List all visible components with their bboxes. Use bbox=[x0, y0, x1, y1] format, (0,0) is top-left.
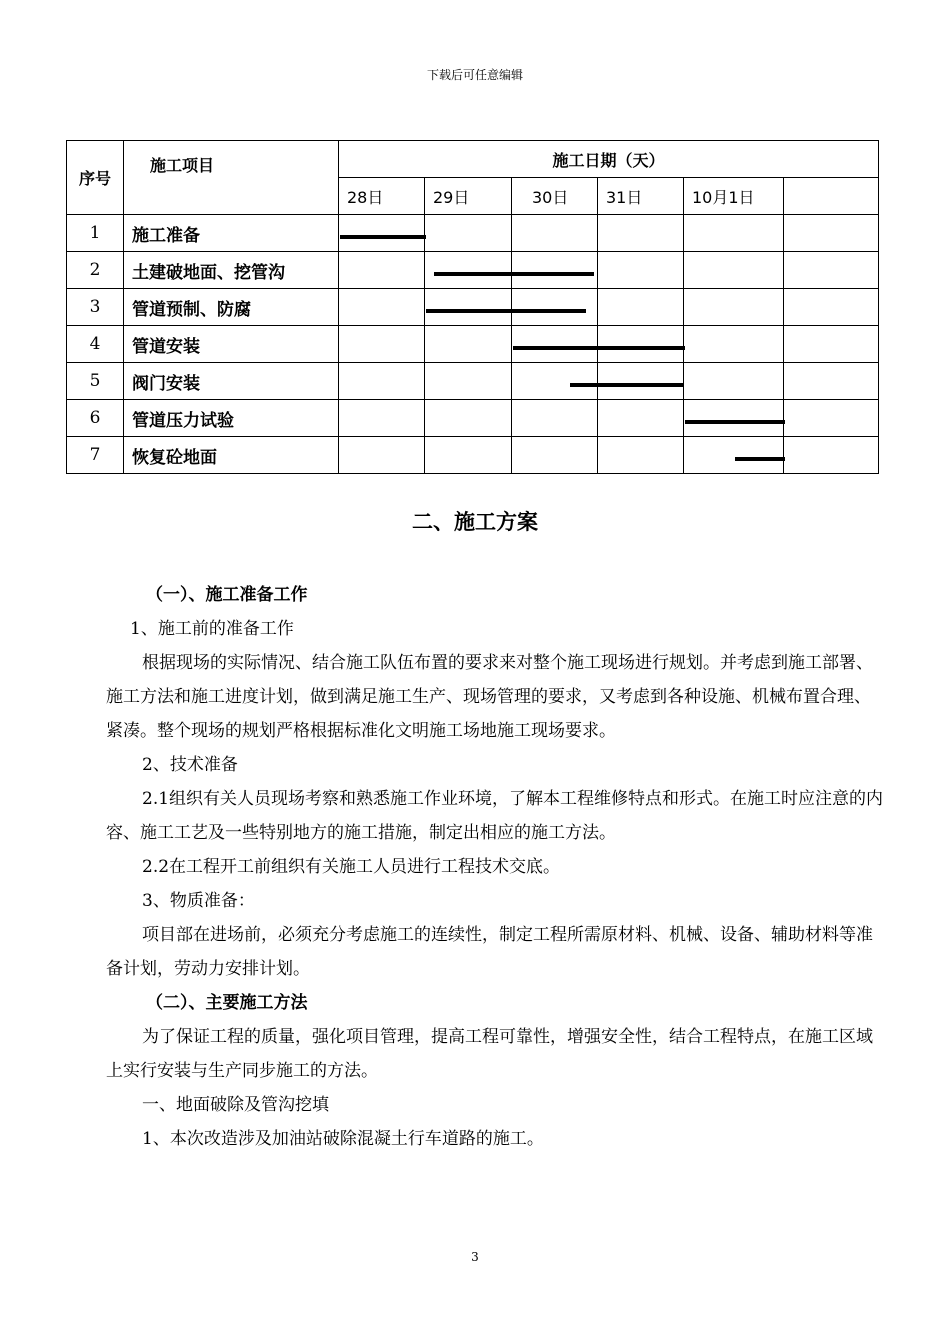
row-number: 6 bbox=[67, 400, 124, 437]
page-number: 3 bbox=[471, 1250, 479, 1264]
row-task: 施工准备 bbox=[124, 215, 339, 252]
day-header: 30日 bbox=[512, 178, 598, 215]
table-row bbox=[67, 400, 879, 437]
header-date: 施工日期（天） bbox=[339, 141, 879, 178]
row-task: 恢复砼地面 bbox=[124, 437, 339, 474]
row-task: 管道压力试验 bbox=[124, 400, 339, 437]
header-note: 下载后可任意编辑 bbox=[426, 68, 523, 82]
day-header: 28日 bbox=[339, 178, 425, 215]
row-number: 7 bbox=[67, 437, 124, 474]
paragraph: 根据现场的实际情况、结合施工队伍布置的要求来对整个施工现场进行规划。并考虑到施工部署、施工方法和施工进度计划，做到满足施工生产、现场管理的要求，又考虑到各种设施、机械布置合理、紧凑。整个现场的规划严格根据标准化文明施工场地施工现场要求。 bbox=[106, 653, 873, 741]
row-number: 1 bbox=[67, 215, 124, 252]
subheading: 2、技术准备 bbox=[142, 755, 238, 775]
row-task: 管道安装 bbox=[124, 326, 339, 363]
row-number: 3 bbox=[67, 289, 124, 326]
row-task: 管道预制、防腐 bbox=[124, 289, 339, 326]
row-number: 2 bbox=[67, 252, 124, 289]
body-text bbox=[106, 578, 886, 1156]
day-header bbox=[784, 178, 879, 215]
table-row bbox=[67, 289, 879, 326]
table-row bbox=[67, 215, 879, 252]
day-header: 10月1日 bbox=[684, 178, 784, 215]
heading-preparation: （一）、施工准备工作 bbox=[146, 585, 308, 605]
day-header: 31日 bbox=[598, 178, 684, 215]
subheading: 一、地面破除及管沟挖填 bbox=[142, 1095, 329, 1115]
table-row bbox=[67, 252, 879, 289]
subheading: 1、施工前的准备工作 bbox=[130, 619, 294, 639]
section-title: 二、施工方案 bbox=[412, 510, 538, 534]
row-number: 4 bbox=[67, 326, 124, 363]
header-item: 施工项目 bbox=[124, 141, 339, 215]
day-header: 29日 bbox=[425, 178, 512, 215]
row-task: 土建破地面、挖管沟 bbox=[124, 252, 339, 289]
table-row bbox=[67, 437, 879, 474]
paragraph: 项目部在进场前，必须充分考虑施工的连续性，制定工程所需原材料、机械、设备、辅助材料等准备计划，劳动力安排计划。 bbox=[106, 925, 873, 979]
paragraph: 2.2在工程开工前组织有关施工人员进行工程技术交底。 bbox=[142, 857, 561, 877]
heading-methods: （二）、主要施工方法 bbox=[146, 993, 308, 1013]
table-row bbox=[67, 363, 879, 400]
subheading: 3、物质准备： bbox=[142, 891, 255, 911]
paragraph: 为了保证工程的质量，强化项目管理，提高工程可靠性，增强安全性，结合工程特点，在施工区域上实行安装与生产同步施工的方法。 bbox=[106, 1027, 873, 1081]
table-row bbox=[67, 326, 879, 363]
row-number: 5 bbox=[67, 363, 124, 400]
paragraph: 2.1组织有关人员现场考察和熟悉施工作业环境，了解本工程维修特点和形式。在施工时应注意的内容、施工工艺及一些特别地方的施工措施，制定出相应的施工方法。 bbox=[106, 789, 884, 843]
row-task: 阀门安装 bbox=[124, 363, 339, 400]
header-seq: 序号 bbox=[67, 141, 124, 215]
construction-schedule-table bbox=[66, 140, 879, 474]
paragraph: 1、本次改造涉及加油站破除混凝土行车道路的施工。 bbox=[142, 1129, 544, 1149]
